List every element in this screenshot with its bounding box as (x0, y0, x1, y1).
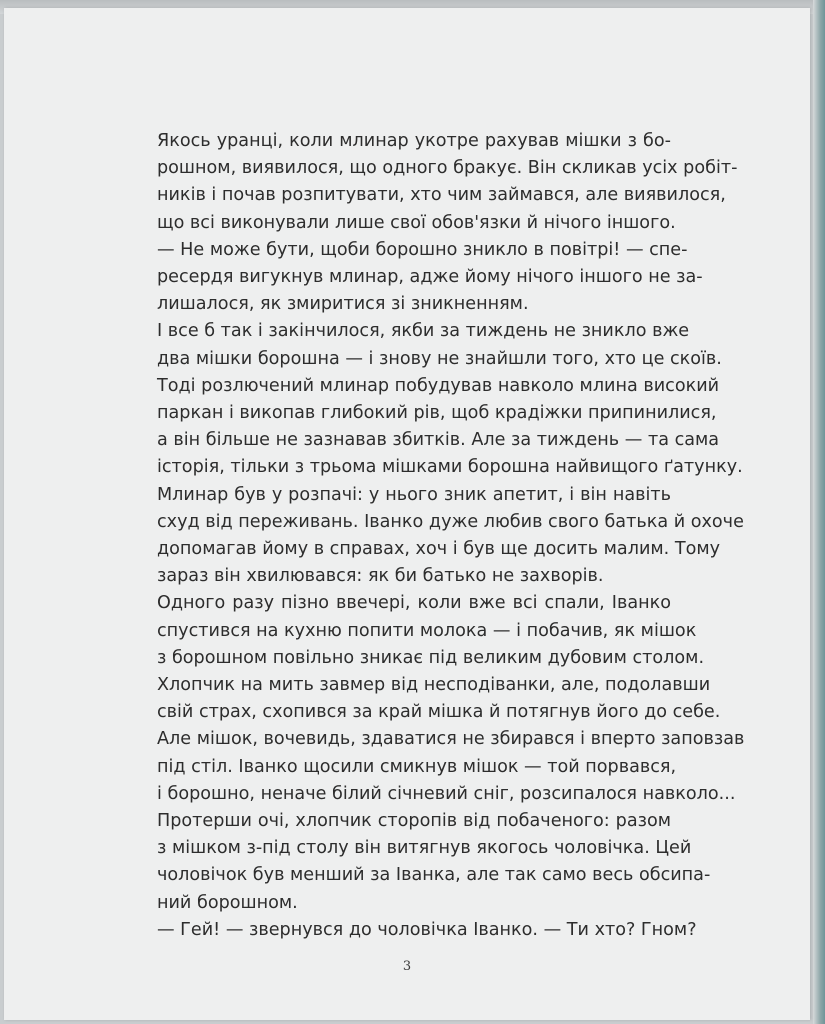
text-line: Млинар був у розпачі: у нього зник апетит, і він навіть (157, 484, 671, 505)
text-line: Одного разу пізно ввечері, коли вже всі спали, Іванко (157, 593, 671, 614)
text-line: два мішки борошна — і знову не знайшли того, хто це скоїв. (157, 348, 722, 369)
text-line: зараз він хвилювався: як би батько не захворів. (157, 566, 604, 587)
text-line: ників і почав розпитувати, хто чим займався, але виявилося, (157, 185, 726, 206)
text-line: і борошно, неначе білий січневий сніг, розсипалося навколо... (157, 783, 736, 804)
scan-right-edge (813, 0, 825, 1024)
text-line: спустився на кухню попити молока — і побачив, як мішок (157, 620, 697, 641)
text-line: ресердя вигукнув млинар, адже йому нічого іншого не за- (157, 267, 703, 288)
text-line: що всі виконували лише свої обов'язки й нічого іншого. (157, 212, 676, 233)
text-line: Протерши очі, хлопчик сторопів від побаченого: разом (157, 811, 671, 832)
text-line: свій страх, схопився за край мішка й потягнув його до себе. (157, 702, 721, 723)
book-page (4, 8, 810, 1020)
paragraph-4 (131, 482, 744, 591)
text-line: допомагав йому в справах, хоч і був ще досить малим. Тому (157, 539, 721, 560)
text-line: чоловічок був менший за Іванка, але так само весь обсипа- (157, 865, 711, 886)
page-number: 3 (402, 959, 412, 974)
story-text (131, 128, 745, 944)
text-line: а він більше не зазнавав збитків. Але за тиждень — та сама (157, 430, 720, 451)
text-line: — Гей! — звернувся до чоловічка Іванко. — Ти хто? Гном? (157, 919, 697, 940)
text-line: ний борошном. (157, 892, 298, 913)
text-line: Але мішок, вочевидь, здаватися не збирався і вперто заповзав (157, 729, 745, 750)
paragraph-2 (131, 237, 703, 319)
text-line: схуд від переживань. Іванко дуже любив свого батька й охоче (157, 511, 744, 532)
text-line: лишалося, як змиритися зі зникненням. (157, 294, 529, 315)
text-line: Якось уранці, коли млинар укотре рахував мішки з бо- (157, 131, 671, 151)
text-line: Тоді розлючений млинар побудував навколо млина високий (157, 375, 720, 396)
text-line: І все б так і закінчилося, якби за тиждень не зникло вже (157, 321, 690, 342)
text-line: паркан і викопав глибокий рів, щоб крадіжки припинилися, (157, 403, 717, 424)
paragraph-7 (131, 917, 697, 944)
text-line: з мішком з-під столу він витягнув якогось чоловічка. Цей (157, 838, 692, 859)
text-line: з борошном повільно зникає під великим дубовим столом. (157, 647, 705, 668)
paragraph-1 (131, 128, 738, 237)
text-line: рошном, виявилося, що одного бракує. Він скликав усіх робіт- (157, 158, 738, 179)
text-line: Хлопчик на мить завмер від несподіванки, але, подолавши (157, 675, 711, 696)
paragraph-5 (131, 590, 745, 808)
text-line: під стіл. Іванко щосили смикнув мішок — той порвався, (157, 756, 677, 777)
paragraph-6 (131, 808, 711, 917)
paragraph-3 (131, 318, 743, 481)
text-line: історія, тільки з трьома мішками борошна найвищого ґатунку. (157, 457, 743, 478)
text-line: — Не може бути, щоби борошно зникло в повітрі! — спе- (157, 239, 688, 260)
